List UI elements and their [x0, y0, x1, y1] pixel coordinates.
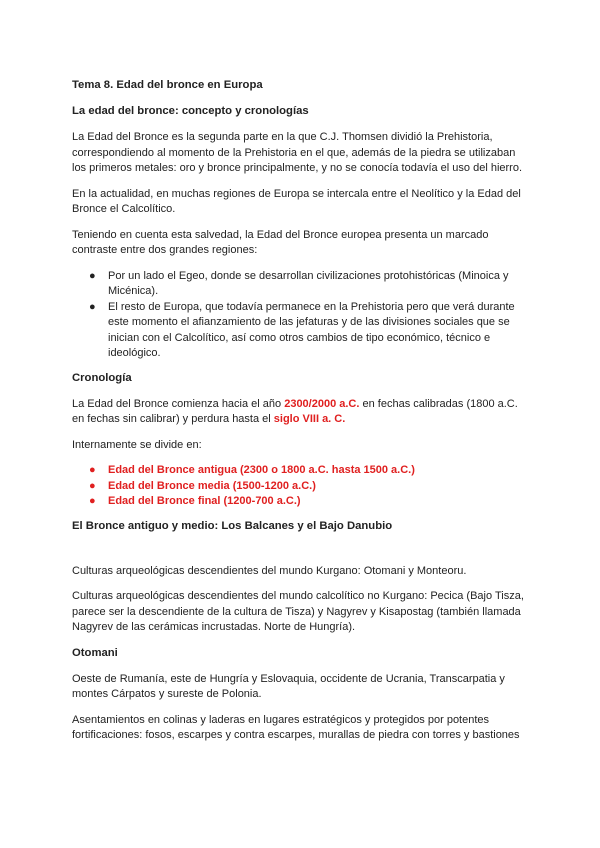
paragraph-otomani-asentamientos: Asentamientos en colinas y laderas en lugares estratégicos y protegidos por potentes fortificaciones: fosos, escarpes y contra escarpes, murallas de piedra con torres y bastiones — [72, 713, 520, 741]
paragraph-contraste: Teniendo en cuenta esta salvedad, la Edad del Bronce europea presenta un marcado contraste entre dos grandes regiones: — [72, 228, 489, 256]
section-heading-cronologia: Cronología — [72, 371, 132, 384]
list-item — [72, 494, 532, 510]
bullet-icon: ● — [89, 495, 96, 507]
paragraph-no-kurgano: Culturas arqueológicas descendientes del mundo calcolítico no Kurgano: Pecica (Bajo Tisza, parece ser la descendiente de la cultura de Tisza) y Nagyrev y Kisapostag (también llamada Nagyrev de las cerámicas incrustadas. Norte de Hungría). — [72, 590, 524, 633]
list-item — [72, 463, 532, 479]
highlight-date-start: 2300/2000 a.C. — [284, 397, 360, 410]
paragraph-cronologia — [72, 397, 532, 428]
bullet-icon: ● — [89, 300, 96, 313]
bullet-icon: ● — [89, 464, 96, 476]
empty-spacer — [72, 534, 532, 564]
bullet-icon: ● — [89, 479, 96, 492]
document-page — [72, 78, 532, 754]
section-heading-concepto: La edad del bronce: concepto y cronologías — [72, 105, 309, 117]
paragraph-kurgano: Culturas arqueológicas descendientes del mundo Kurgano: Otomani y Monteoru. — [72, 564, 467, 577]
section-heading-balcanes: El Bronce antiguo y medio: Los Balcanes y el Bajo Danubio — [72, 519, 393, 532]
paragraph-otomani-geografia: Oeste de Rumanía, este de Hungría y Eslovaquia, occidente de Ucrania, Transcarpatia y montes Cárpatos y sureste de Polonia. — [72, 672, 505, 700]
list-item-text: Edad del Bronce final (1200-700 a.C.) — [108, 495, 301, 507]
list-item-text: El resto de Europa, que todavía permanece en la Prehistoria pero que verá durante este momento el afianzamiento de las jefaturas y de las divisiones sociales que se inician con el Calcolítico, así como otros cambios de tipo económico, técnico e ideológico. — [108, 300, 515, 359]
highlight-date-end: siglo VIII a. C. — [273, 413, 346, 425]
list-item — [72, 479, 532, 495]
text-run: en fechas calibradas (1800 a.C. en fechas sin calibrar) y perdura hasta el — [72, 397, 518, 425]
regions-list — [72, 269, 532, 362]
list-item — [72, 300, 532, 362]
section-heading-otomani: Otomani — [72, 646, 118, 659]
list-item-text: Por un lado el Egeo, donde se desarrollan civilizaciones protohistóricas (Minoica y Micénica). — [108, 269, 509, 297]
periods-list — [72, 463, 532, 510]
list-item-text: Edad del Bronce antigua (2300 o 1800 a.C. hasta 1500 a.C.) — [108, 464, 415, 476]
paragraph-thomsen: La Edad del Bronce es la segunda parte en la que C.J. Thomsen dividió la Prehistoria, correspondiendo al momento de la Prehistoria en el que, además de la piedra se utilizaban los primeros metales: oro y bronce principalmente, y no se conocía todavía el uso del hierro. — [72, 131, 523, 174]
document-title: Tema 8. Edad del bronce en Europa — [72, 79, 263, 91]
bullet-icon: ● — [89, 269, 96, 282]
list-item — [72, 269, 532, 300]
text-run: La Edad del Bronce comienza hacia el año — [72, 397, 285, 410]
paragraph-divisiones: Internamente se divide en: — [72, 438, 202, 451]
list-item-text: Edad del Bronce media (1500-1200 a.C.) — [108, 479, 316, 492]
paragraph-calcolitico: En la actualidad, en muchas regiones de Europa se intercala entre el Neolítico y la Edad del Bronce el Calcolítico. — [72, 187, 521, 215]
